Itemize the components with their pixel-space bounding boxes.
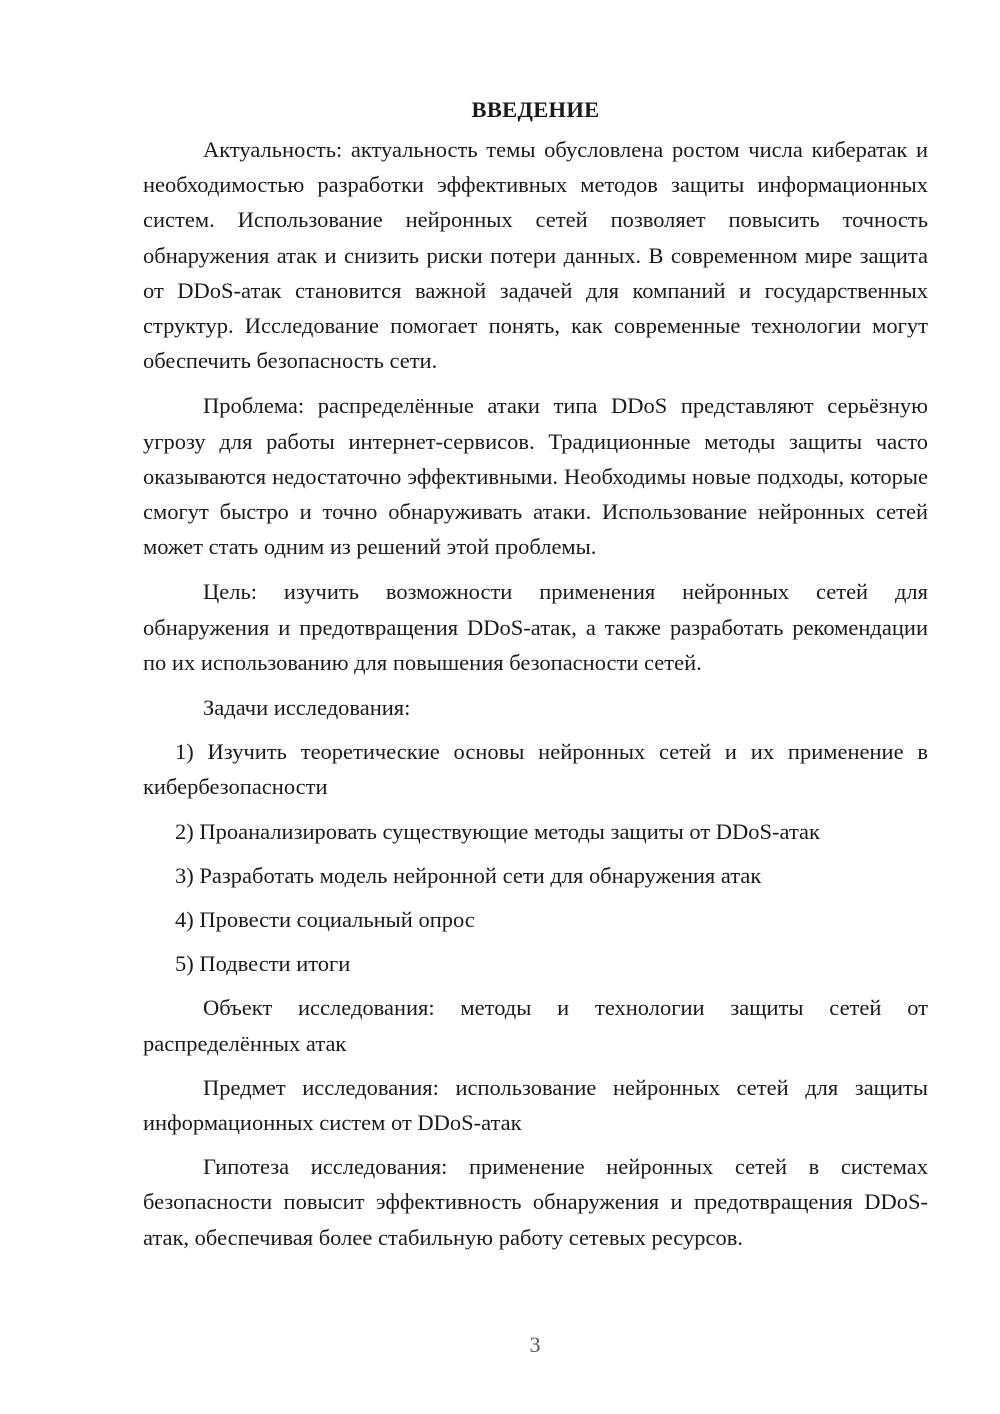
paragraph-hypothesis: Гипотеза исследования: применение нейронных сетей в системах безопасности повысит эффективность обнаружения и предотвращения DDoS-атак, обеспечивая более стабильную работу сетевых ресурсов. [143, 1154, 928, 1250]
paragraph-relevance: Актуальность: актуальность темы обусловлена ростом числа кибератак и необходимостью разработки эффективных методов защиты информационных систем. Использование нейронных сетей позволяет повысить точность обнаружения атак и снизить риски потери данных. В современном мире защита от DDoS-атак становится важной задачей для компаний и государственных структур. Исследование помогает понять, как современные технологии могут обеспечить безопасность сети. [143, 137, 928, 374]
paragraph-subject: Предмет исследования: использование нейронных сетей для защиты информационных систем от DDoS-атак [143, 1074, 928, 1136]
paragraph-goal: Цель: изучить возможности применения нейронных сетей для обнаружения и предотвращения DDoS-атак, а также разработать рекомендации по их использованию для повышения безопасности сетей. [143, 579, 928, 675]
task-item-3: 3) Разработать модель нейронной сети для обнаружения атак [175, 862, 762, 888]
task-item-2: 2) Проанализировать существующие методы защиты от DDoS-атак [175, 818, 820, 844]
task-item-5: 5) Подвести итоги [175, 951, 351, 977]
page-title: ВВЕДЕНИЕ [471, 97, 600, 122]
paragraph-object: Объект исследования: методы и технологии защиты сетей от распределённых атак [143, 995, 928, 1056]
tasks-heading: Задачи исследования: [203, 695, 411, 721]
page-number: 3 [529, 1332, 541, 1357]
paragraph-problem: Проблема: распределённые атаки типа DDoS представляют серьёзную угрозу для работы интернет-сервисов. Традиционные методы защиты часто оказываются недостаточно эффективными. Необходимы новые подходы, которые смогут быстро и точно обнаруживать атаки. Использование нейронных сетей может стать одним из решений этой проблемы. [143, 393, 928, 560]
task-item-1: 1) Изучить теоретические основы нейронных сетей и их применение в кибербезопасности [143, 739, 928, 800]
task-item-4: 4) Провести социальный опрос [175, 907, 475, 933]
page-content [143, 92, 928, 1255]
